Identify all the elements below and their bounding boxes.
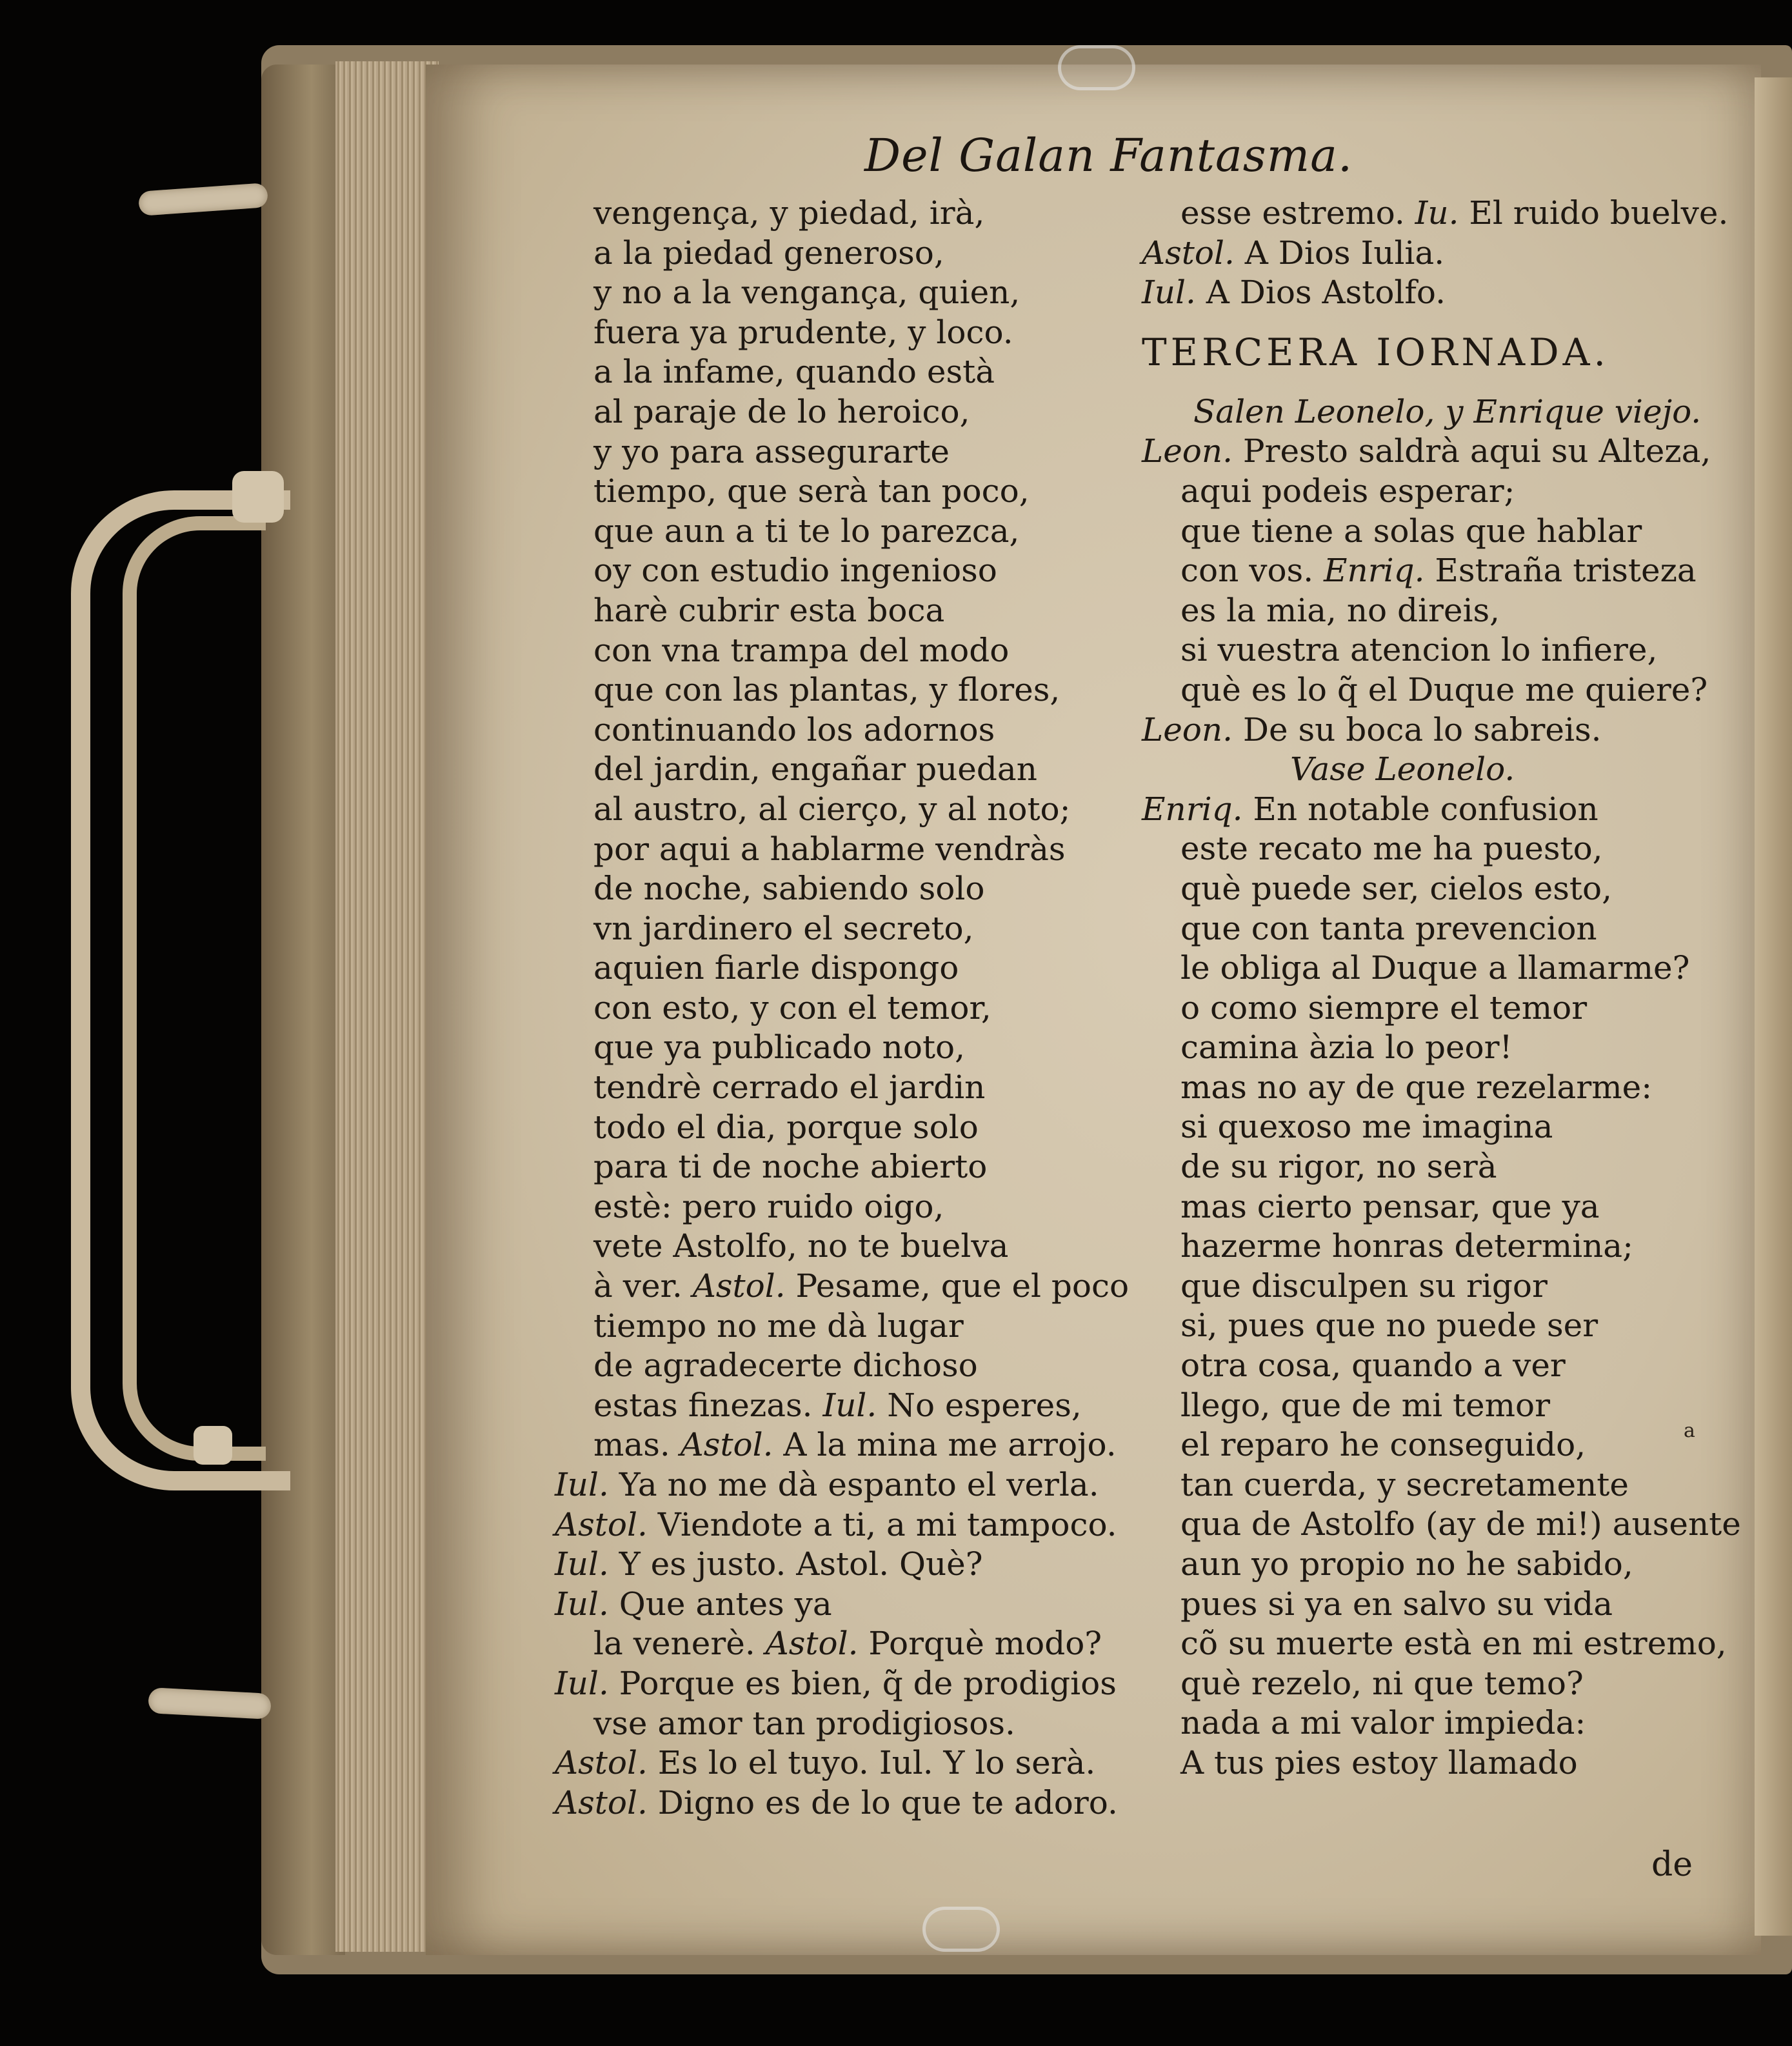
left-column-line: Astol. Viendote a ti, a mi tampoco. <box>555 1505 1117 1543</box>
left-text-column <box>555 194 1148 1823</box>
speaker-name: Astol. <box>692 1267 786 1305</box>
leather-tie-loop-inner <box>123 516 266 1461</box>
left-column-line: que aun a ti te lo parezca, <box>593 512 1020 550</box>
right-column-line: si vuestra atencion lo infiere, <box>1180 631 1658 669</box>
right-column-line: otra cosa, quando a ver <box>1180 1347 1566 1385</box>
speaker-name: Astol. <box>680 1426 773 1464</box>
left-column-line: a la piedad generoso, <box>593 234 944 272</box>
left-column-line: aquien fiarle dispongo <box>593 949 959 987</box>
right-column-line: cõ su muerte està en mi estremo, <box>1180 1625 1727 1663</box>
right-column-line: este recato me ha puesto, <box>1180 830 1603 868</box>
right-column-line: el reparo he conseguido, <box>1180 1426 1586 1464</box>
left-column-line: del jardin, engañar puedan <box>593 750 1037 788</box>
speaker-name: Iul. <box>555 1545 609 1583</box>
left-column-line: por aqui a hablarme vendràs <box>593 830 1066 868</box>
left-column-line: Iul. Y es justo. Astol. Què? <box>555 1545 983 1583</box>
right-text-column <box>1142 194 1741 1783</box>
left-column-line: tendrè cerrado el jardin <box>593 1068 986 1107</box>
left-column-line: continuando los adornos <box>593 710 995 748</box>
right-column-line: es la mia, no direis, <box>1180 591 1500 629</box>
right-column-line: pues si ya en salvo su vida <box>1180 1585 1613 1623</box>
page-clip-bottom <box>922 1907 1000 1952</box>
right-column-line: mas cierto pensar, que ya <box>1180 1187 1600 1225</box>
right-column-line: que tiene a solas que hablar <box>1180 512 1642 550</box>
facing-page-edge <box>1755 77 1792 1936</box>
right-column-line: Leon. De su boca lo sabreis. <box>1142 710 1602 748</box>
page-clip-top <box>1058 45 1135 90</box>
right-column-top-lines <box>1142 194 1735 313</box>
left-column-line: mas. Astol. A la mina me arrojo. <box>593 1426 1117 1464</box>
leather-tie-lower <box>148 1687 272 1720</box>
left-column-line: vse amor tan prodigiosos. <box>593 1704 1015 1742</box>
left-column-line: Astol. Digno es de lo que te adoro. <box>555 1783 1118 1821</box>
act-heading: TERCERA IORNADA. <box>1142 330 1609 374</box>
left-column-line: con esto, y con el temor, <box>593 988 991 1027</box>
left-column-line: vn jardinero el secreto, <box>593 909 974 947</box>
right-column-line: que con tanta prevencion <box>1180 909 1597 947</box>
right-column-line: Vase Leonelo. <box>1290 750 1515 788</box>
right-column-line: A tus pies estoy llamado <box>1180 1743 1578 1781</box>
right-column-line: de su rigor, no serà <box>1180 1148 1497 1186</box>
right-column-line: Leon. Presto saldrà aqui su Alteza, <box>1142 432 1711 470</box>
left-column-line: para ti de noche abierto <box>593 1148 988 1186</box>
speaker-name: Enriq. <box>1142 790 1243 828</box>
speaker-name: Astol. <box>555 1505 648 1543</box>
left-column-line: vete Astolfo, no te buelva <box>593 1227 1009 1265</box>
left-column-line: tiempo, que serà tan poco, <box>593 472 1030 510</box>
leather-tie-knot <box>232 471 284 523</box>
right-column-line: si, pues que no puede ser <box>1180 1307 1598 1345</box>
leather-tie-knot-lower <box>194 1426 232 1465</box>
speaker-name: Enriq. <box>1324 552 1425 590</box>
right-column-line: camina àzia lo peor! <box>1180 1028 1513 1067</box>
left-column-line: estas finezas. Iul. No esperes, <box>593 1386 1082 1424</box>
speaker-name: Iu. <box>1415 194 1459 232</box>
speaker-name: Astol. <box>1142 234 1235 272</box>
left-column-line: tiempo no me dà lugar <box>593 1307 964 1345</box>
catchword: de <box>1651 1845 1693 1884</box>
left-column-line: al austro, al cierço, y al noto; <box>593 790 1071 828</box>
running-head: Del Galan Fantasma. <box>864 129 1353 182</box>
right-column-bottom-lines <box>1142 432 1741 1783</box>
left-column-line: y no a la vengança, quien, <box>593 274 1020 312</box>
right-column-line: o como siempre el temor <box>1180 988 1588 1027</box>
left-column-line: Astol. Es lo el tuyo. Iul. Y lo serà. <box>555 1744 1096 1782</box>
right-column-line: esse estremo. Iu. El ruido buelve. <box>1180 194 1729 232</box>
speaker-name: Iul. <box>555 1466 609 1503</box>
right-column-line: Iul. A Dios Astolfo. <box>1142 274 1446 312</box>
left-column-line: la venerè. Astol. Porquè modo? <box>593 1625 1102 1663</box>
right-column-line: mas no ay de que rezelarme: <box>1180 1068 1653 1106</box>
right-column-line: hazerme honras determina; <box>1180 1227 1633 1265</box>
speaker-name: Astol. <box>765 1625 859 1663</box>
right-column-line: què es lo q̃ el Duque me quiere? <box>1180 670 1708 708</box>
left-column-line: al paraje de lo heroico, <box>593 392 970 430</box>
left-column-line: à ver. Astol. Pesame, que el poco <box>593 1267 1130 1305</box>
right-column-line: que disculpen su rigor <box>1180 1267 1548 1305</box>
right-column-line: tan cuerda, y secretamente <box>1180 1465 1629 1503</box>
right-column-line: le obliga al Duque a llamarme? <box>1180 949 1690 987</box>
left-column-line: con vna trampa del modo <box>593 631 1010 669</box>
speaker-name: Iul. <box>1142 274 1196 312</box>
left-column-line: de noche, sabiendo solo <box>593 870 985 908</box>
left-column-line: Iul. Ya no me dà espanto el verla. <box>555 1466 1099 1503</box>
left-column-line: Iul. Que antes ya <box>555 1585 832 1623</box>
right-column-line: Astol. A Dios Iulia. <box>1142 234 1445 272</box>
right-column-line: què puede ser, cielos esto, <box>1180 869 1612 907</box>
left-column-line: oy con estudio ingenioso <box>593 552 997 590</box>
speaker-name: Leon. <box>1142 710 1233 748</box>
left-column-line: harè cubrir esta boca <box>593 591 945 629</box>
speaker-name: Iul. <box>822 1386 877 1424</box>
left-column-line: de agradecerte dichoso <box>593 1347 978 1385</box>
right-column-line: si quexoso me imagina <box>1180 1108 1553 1146</box>
right-column-line: aun yo propio no he sabido, <box>1180 1545 1633 1583</box>
left-column-line: y yo para assegurarte <box>593 432 950 470</box>
right-column-line: qua de Astolfo (ay de mi!) ausente <box>1180 1505 1741 1543</box>
speaker-name: Astol. <box>555 1744 648 1782</box>
stage-direction: Salen Leonelo, y Enrique viejo. <box>1193 392 1702 430</box>
leather-tie-upper <box>138 183 268 216</box>
left-column-line: todo el dia, porque solo <box>593 1108 979 1146</box>
left-column-line: fuera ya prudente, y loco. <box>593 313 1013 351</box>
left-column-line: a la infame, quando està <box>593 353 995 391</box>
right-column-line: què rezelo, ni que temo? <box>1180 1664 1584 1702</box>
margin-mark: a <box>1684 1419 1695 1442</box>
page-edges <box>335 61 439 1952</box>
left-column-line: vengença, y piedad, irà, <box>593 194 985 232</box>
speaker-name: Iul. <box>555 1585 609 1623</box>
left-column-line: Iul. Porque es bien, q̃ de prodigios <box>555 1664 1117 1702</box>
speaker-name: Iul. <box>555 1664 609 1702</box>
speaker-name: Leon. <box>1142 432 1233 470</box>
right-column-line: nada a mi valor impieda: <box>1180 1704 1586 1742</box>
right-column-line: Enriq. En notable confusion <box>1142 790 1598 828</box>
right-column-line: llego, que de mi temor <box>1180 1386 1551 1424</box>
left-column-line: estè: pero ruido oigo, <box>593 1187 944 1225</box>
speaker-name: Astol. <box>555 1783 648 1821</box>
left-column-line: que ya publicado noto, <box>593 1028 966 1067</box>
right-column-line: con vos. Enriq. Estraña tristeza <box>1180 552 1697 590</box>
right-column-line: aqui podeis esperar; <box>1180 472 1515 510</box>
left-column-line: que con las plantas, y flores, <box>593 671 1060 709</box>
